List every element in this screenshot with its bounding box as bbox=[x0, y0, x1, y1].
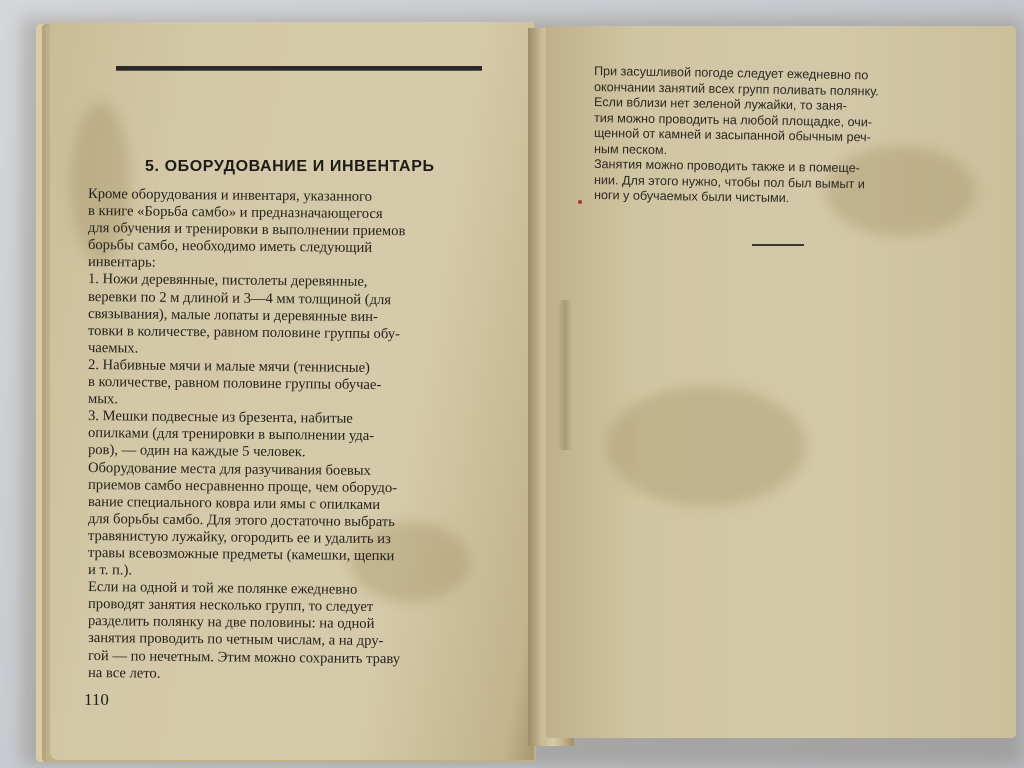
text-line: травянистую лужайку, огородить ее и удалить из bbox=[87, 527, 391, 548]
text-line: Занятия можно проводить также и в помеще- bbox=[593, 157, 861, 176]
text-line: Если вблизи нет зеленой лужайки, то заня- bbox=[593, 95, 847, 113]
text-line: травы всевозможные предметы (камешки, щепки bbox=[87, 544, 395, 565]
text-line: опилками (для тренировки в выполнении уда- bbox=[87, 425, 375, 445]
text-line: щенной от камней и засыпанной обычным реч- bbox=[593, 126, 871, 145]
text-line: нии. Для этого нужно, чтобы пол был вымыт и bbox=[593, 172, 865, 191]
text-line: окончании занятий всех групп поливать полянку. bbox=[593, 79, 879, 98]
text-line: для борьбы самбо. Для этого достаточно выбрать bbox=[87, 510, 395, 530]
text-line: в книге «Борьба самбо» и предназначающегося bbox=[87, 203, 383, 223]
text-line: веревки по 2 м длиной и 3—4 мм толщиной (для bbox=[87, 288, 392, 308]
ink-spot bbox=[578, 200, 582, 204]
text-line: Оборудование места для разучивания боевых bbox=[87, 459, 371, 479]
text-line: мых. bbox=[87, 391, 119, 408]
right-page-text bbox=[594, 64, 954, 204]
text-line: Кроме оборудования и инвентаря, указанного bbox=[87, 186, 373, 205]
text-line: ноги у обучаемых были чистыми. bbox=[593, 188, 790, 206]
text-line: и т. п.). bbox=[87, 562, 133, 579]
section-end-rule bbox=[752, 244, 804, 246]
left-page-text bbox=[88, 186, 488, 682]
text-line: борьбы самбо, необходимо иметь следующий bbox=[87, 237, 373, 257]
text-line: инвентарь: bbox=[87, 254, 156, 272]
text-line: ров), — один на каждые 5 человек. bbox=[87, 442, 306, 461]
text-line: 2. Набивные мячи и малые мячи (теннисные) bbox=[87, 356, 371, 376]
heading-rule bbox=[116, 66, 482, 71]
text-line: ным песком. bbox=[593, 141, 668, 157]
text-line: вание специального ковра или ямы с опилками bbox=[87, 493, 381, 513]
text-line: занятия проводить по четным числам, а на дру- bbox=[87, 630, 384, 650]
text-line: разделить полянку на две половины: на одной bbox=[87, 613, 375, 633]
text-line: 1. Ножи деревянные, пистолеты деревянные, bbox=[87, 271, 368, 291]
paper-stain bbox=[606, 386, 806, 506]
text-line: тия можно проводить на любой площадке, очи- bbox=[593, 110, 873, 129]
text-line: приемов самбо несравненно проще, чем оборудо- bbox=[87, 476, 398, 496]
section-heading: 5. ОБОРУДОВАНИЕ И ИНВЕНТАРЬ bbox=[145, 158, 435, 175]
text-line: для обучения и тренировки в выполнении приемов bbox=[87, 220, 406, 240]
text-line: чаемых. bbox=[87, 339, 139, 357]
text-line: гой — по нечетным. Этим можно сохранить траву bbox=[87, 647, 401, 667]
text-line: связывания), малые лопаты и деревянные вин- bbox=[87, 305, 378, 325]
text-line: 3. Мешки подвесные из брезента, набитые bbox=[87, 408, 353, 427]
text-line: на все лето. bbox=[87, 664, 161, 682]
page-crease bbox=[558, 300, 572, 450]
text-line: проводят занятия несколько групп, то следует bbox=[87, 596, 374, 616]
text-line: в количестве, равном половине группы обучае- bbox=[87, 374, 382, 394]
page-number: 110 bbox=[84, 690, 109, 709]
text-line: Если на одной и той же полянке ежедневно bbox=[87, 579, 358, 598]
text-line: При засушливой погоде следует ежедневно по bbox=[593, 64, 869, 83]
text-line: товки в количестве, равном половине группы обу- bbox=[87, 322, 400, 343]
